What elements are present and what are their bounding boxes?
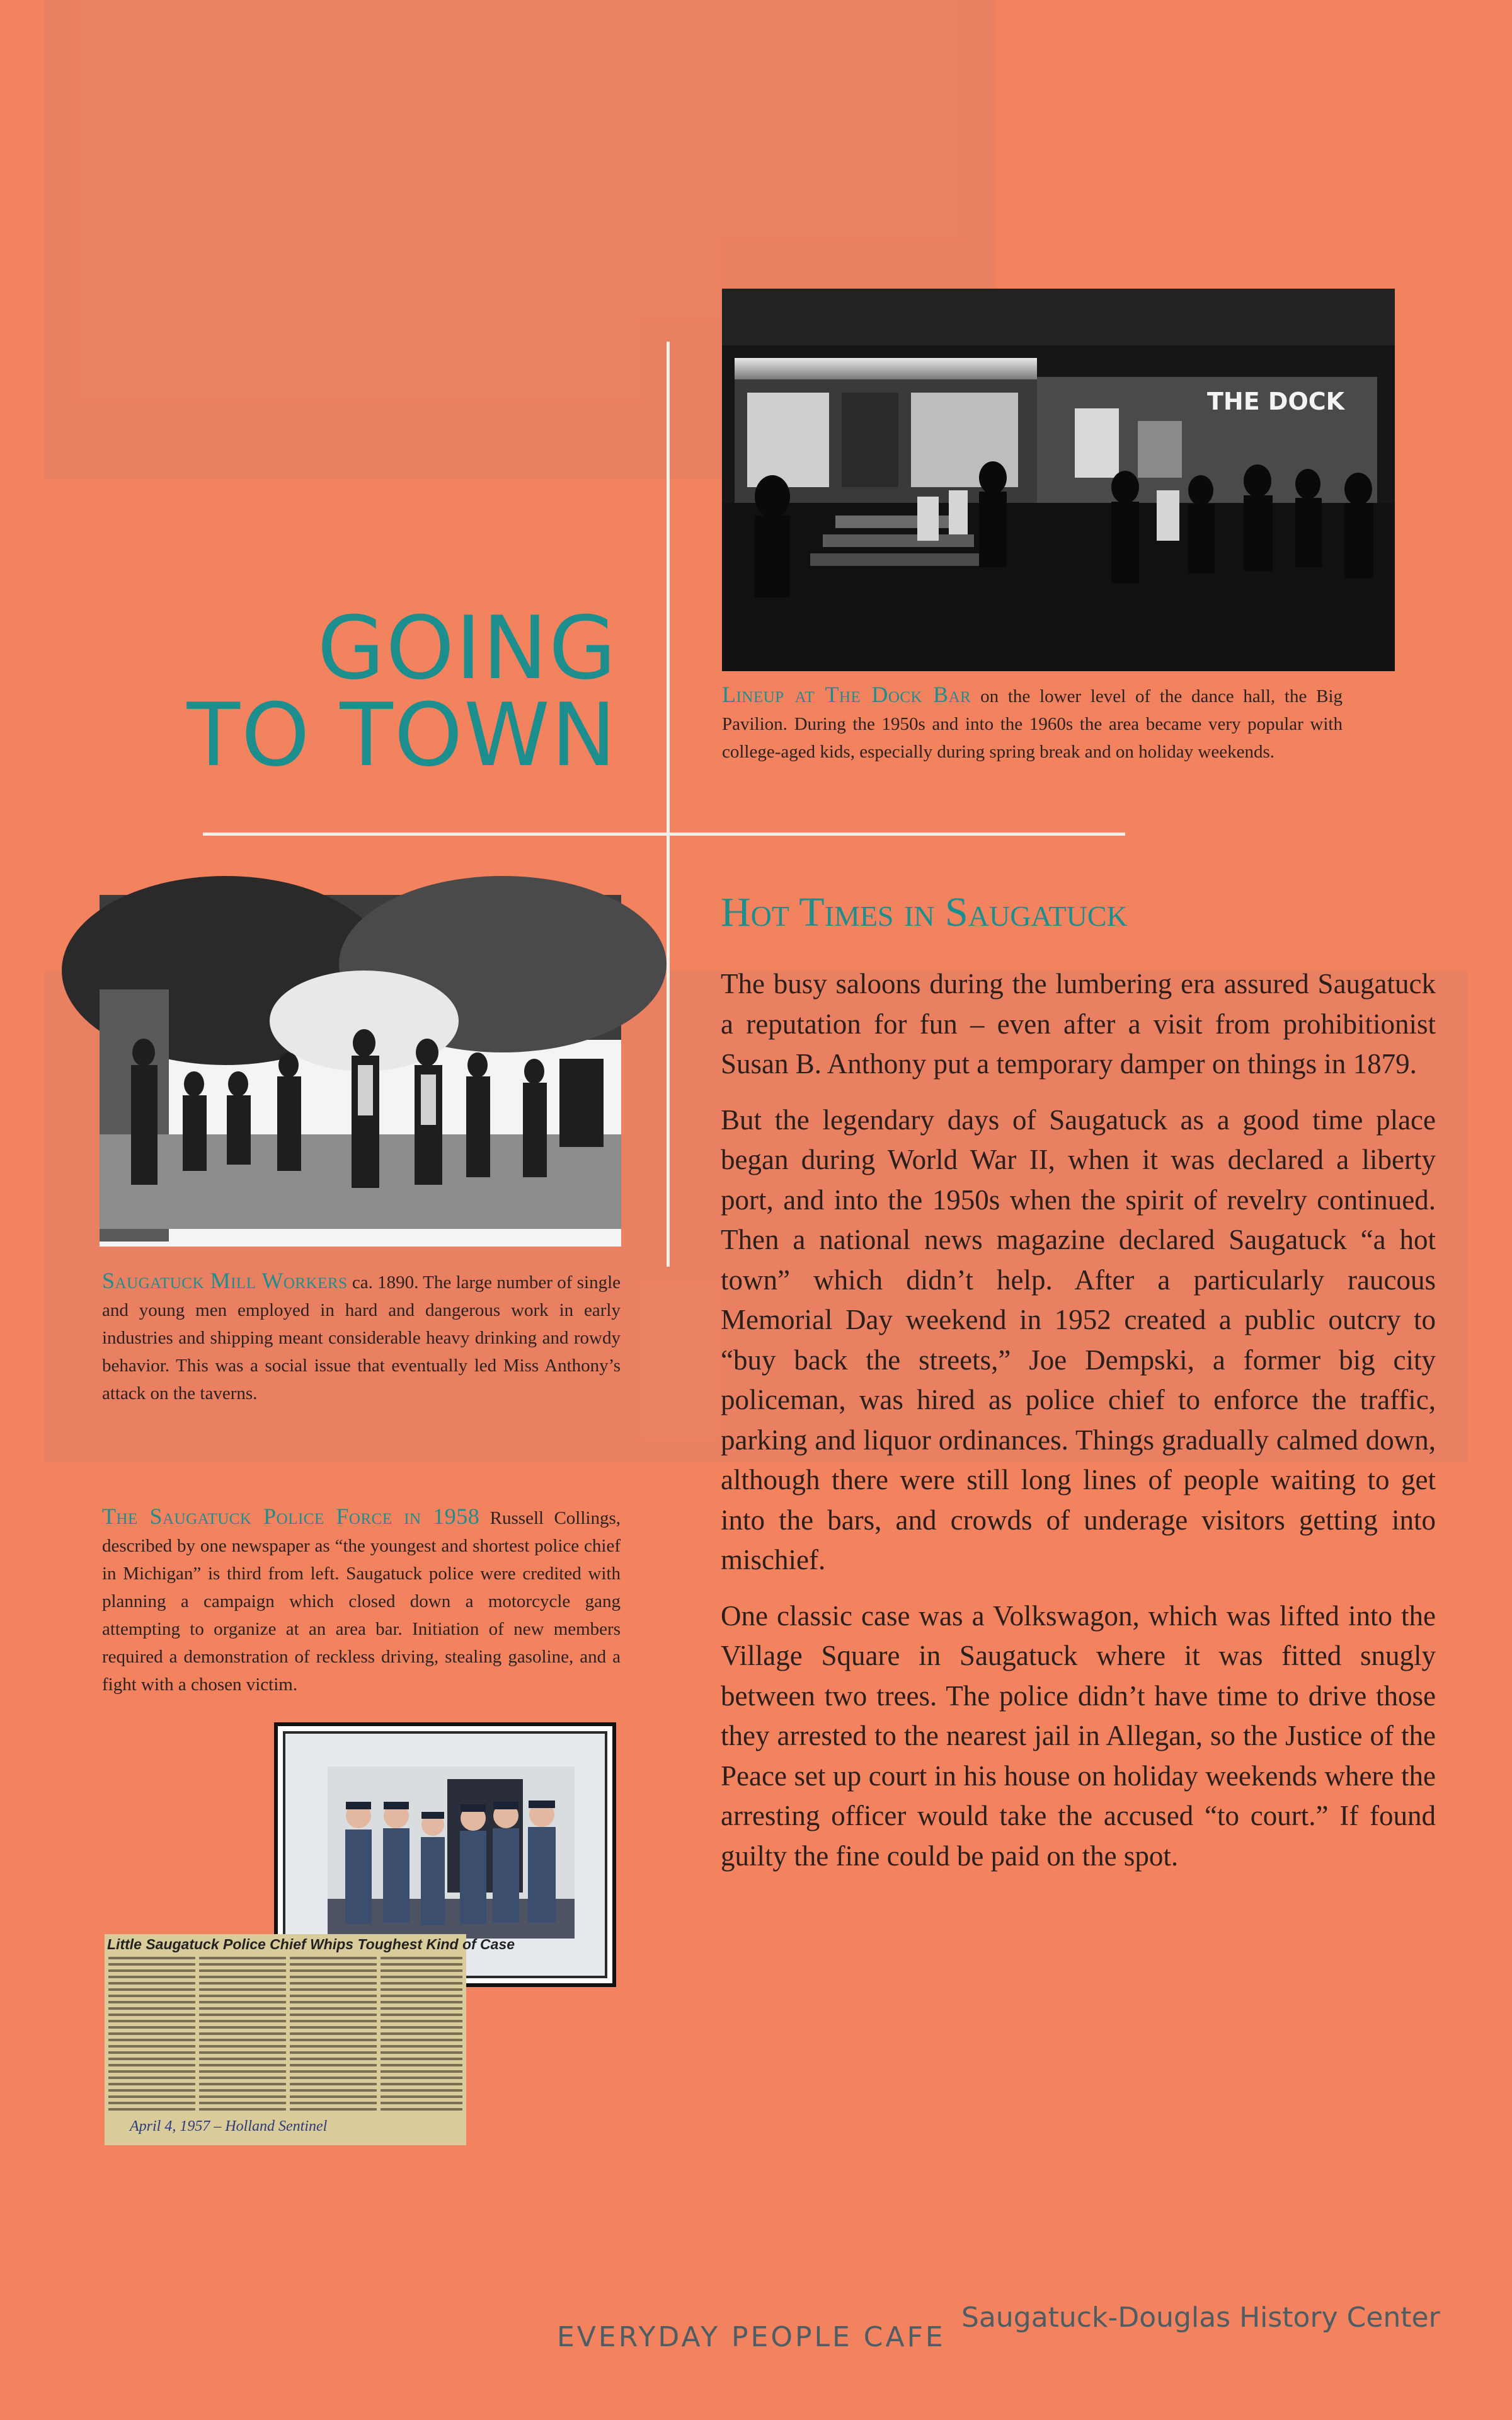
dock-caption xyxy=(722,681,1343,766)
article-paragraph-2: But the legendary days of Saugatuck as a good time place began during World War II, when it was declared a liberty port, and into the 1950s when the spirit of revelry continued. Then a national news magazine declared Saugatuck “a hot town” which didn’t help. After a particularly raucous Memorial Day weekend in 1952 created a public outcry to “buy back the streets,” Joe Dempski, a former big city policeman, was hired as police chief to enforce the traffic, parking and liquor ordinances. Things gradually calmed down, although there were still long lines of people waiting to get into the bars, and crowds of underage visitors getting into mischief. xyxy=(721,1103,1436,1576)
clipping-handwriting: April 4, 1957 – Holland Sentinel xyxy=(130,2118,328,2135)
article-heading: Hot Times in Saugatuck xyxy=(721,889,1128,935)
mill-caption-heading: Saugatuck Mill Workers xyxy=(102,1268,348,1293)
title-line-2: TO TOWN xyxy=(186,684,617,786)
horizontal-divider xyxy=(203,833,1125,836)
police-caption xyxy=(102,1502,621,1698)
dock-bar-photo xyxy=(722,289,1395,671)
dock-caption-text: on the lower level of the dance hall, the Big Pavilion. During the 1950s and into the 1960s the area became very popular with college-aged kids, especially during spring break and on holiday weekends. xyxy=(722,686,1343,762)
mill-workers-photo xyxy=(100,895,621,1247)
mill-caption-text: ca. 1890. The large number of single and young men employed in hard and dangerous work in early industries and shipping meant considerable heavy drinking and rowdy behavior. This was a social issue that eventually led Miss Anthony’s attack on the taverns. xyxy=(102,1272,621,1403)
dock-sign: THE DOCK xyxy=(1207,388,1345,415)
article-paragraph-3: One classic case was a Volkswagon, which was lifted into the Village Square in Saugatuck where it was fitted snugly between two trees. The police didn’t have time to drive those they arrested to the nearest jail in Allegan, so the Justice of the Peace set up court in his house on holiday weekends where the arresting officer would take the accused “to court.” If found guilty the fine could be paid on the spot. xyxy=(721,1599,1436,1872)
dock-caption-heading: Lineup at The Dock Bar xyxy=(722,682,971,707)
police-photo xyxy=(328,1766,575,1939)
clipping-headline: Little Saugatuck Police Chief Whips Toughest Kind of Case xyxy=(107,1936,515,1952)
article-paragraph-1: The busy saloons during the lumbering era assured Saugatuck a reputation for fun – even after a visit from prohibitionist Susan B. Anthony put a temporary damper on things in 1879. xyxy=(721,968,1436,1080)
page-title xyxy=(76,597,617,786)
footer-history-center: Saugatuck-Douglas History Center xyxy=(961,2302,1440,2334)
vertical-divider xyxy=(667,342,670,1267)
footer-cafe-name: EVERYDAY PEOPLE CAFE xyxy=(557,2321,946,2353)
mill-caption xyxy=(102,1267,621,1407)
police-caption-heading: The Saugatuck Police Force in 1958 xyxy=(102,1504,480,1529)
newspaper-clipping xyxy=(105,1934,515,2145)
article-body xyxy=(721,964,1436,1892)
title-line-1: GOING xyxy=(317,597,617,699)
police-caption-text: Russell Collings, described by one newspaper as “the youngest and shortest police chief in Michigan” is third from left. Saugatuck police were credited with planning a campaign which closed down a motorcycle gang attempting to organize at an area bar. Initiation of new members required a demonstration of reckless driving, stealing gasoline, and a fight with a chosen victim. xyxy=(102,1508,621,1695)
